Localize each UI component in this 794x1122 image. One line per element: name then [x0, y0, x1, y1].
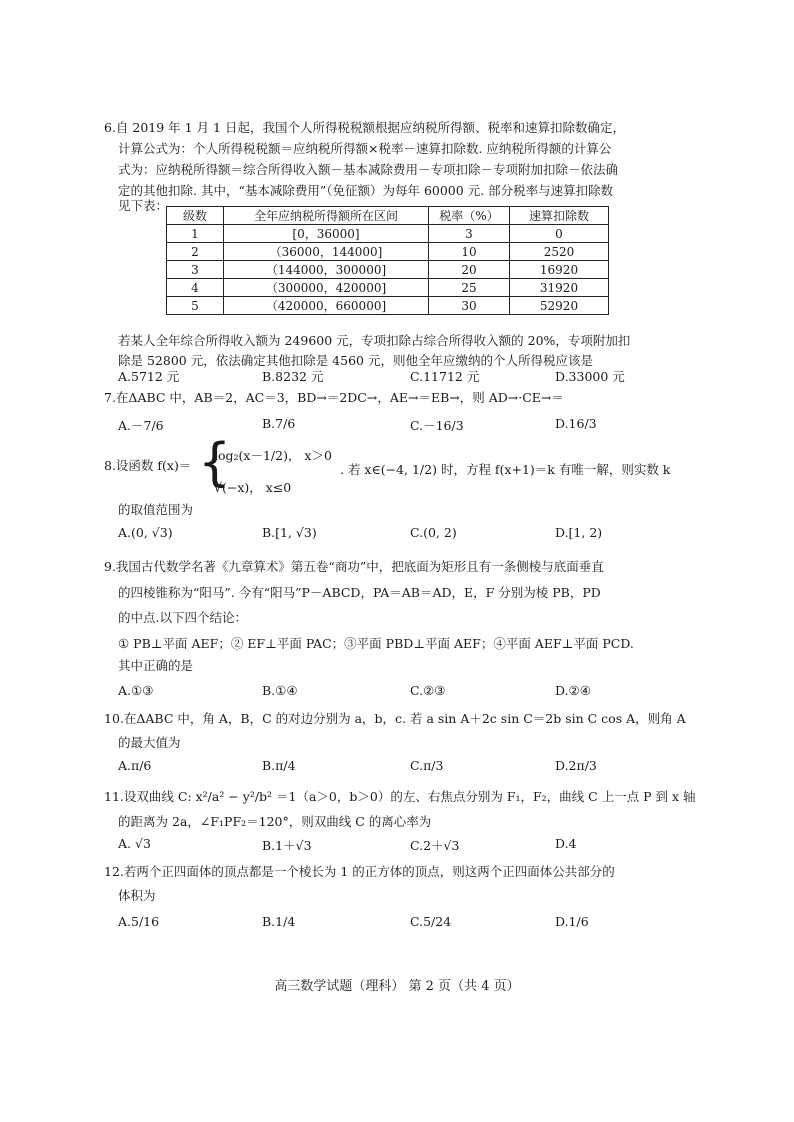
q11-line-1: 11.设双曲线 C: x²/a² − y²/b² ＝1（a＞0，b＞0）的左、右焦点分别为 F₁，F₂，曲线 C 上一点 P 到 x 轴 [104, 789, 696, 804]
q10-option-d: D.2π/3 [555, 758, 597, 773]
q8-suffix: . 若 x∈(−4, 1/2) 时，方程 f(x+1)＝k 有唯一解，则实数 k [340, 462, 671, 477]
table-cell: （300000，420000] [224, 279, 429, 297]
piecewise-brace: { [198, 433, 232, 493]
q8-prefix: 8.设函数 f(x)＝ [104, 458, 192, 473]
q8-option-b: B.[1, √3) [262, 525, 317, 540]
table-header: 级数 [167, 207, 224, 225]
q11-option-b: B.1＋√3 [262, 838, 312, 853]
q7-stem: 7.在ΔABC 中，AB＝2，AC＝3，BD→＝2DC→，AE→＝EB→，则 AD→·CE→＝ [104, 390, 564, 405]
q6-option-a: A.5712 元 [118, 369, 180, 384]
q6-line-3: 式为：应纳税所得额＝综合所得收入额－基本减除费用－专项扣除－专项附加扣除－依法确 [118, 162, 619, 177]
q12-option-a: A.5/16 [118, 914, 160, 929]
table-header-row [167, 207, 609, 225]
table-row [167, 261, 609, 279]
q6-option-d: D.33000 元 [555, 369, 625, 384]
q9-line-3: 的中点.以下四个结论： [118, 610, 247, 625]
q8-option-c: C.(0, 2) [410, 525, 457, 540]
table-cell: 31920 [510, 279, 609, 297]
q9-line-1: 9.我国古代数学名著《九章算术》第五卷“商功”中，把底面为矩形且有一条侧棱与底面垂直 [104, 559, 604, 574]
q11-option-d: D.4 [555, 836, 577, 851]
q8-case-2: √(−x)， x≤0 [214, 480, 292, 495]
q6-after-2: 除是 52800 元，依法确定其他扣除是 4560 元，则他全年应缴纳的个人所得税应该是 [118, 353, 593, 368]
page-footer: 高三数学试题（理科） 第 2 页（共 4 页） [274, 979, 520, 994]
table-row [167, 279, 609, 297]
table-header: 税率（%） [429, 207, 510, 225]
q6-line-1: 6.自 2019 年 1 月 1 日起，我国个人所得税税额根据应纳税所得额、税率和速算扣除数确定， [104, 120, 625, 135]
q10-line-1: 10.在ΔABC 中，角 A，B，C 的对边分别为 a，b，c. 若 a sin A＋2c sin C＝2b sin C cos A，则角 A [104, 711, 686, 726]
table-cell: 1 [167, 225, 224, 243]
q6-line-2: 计算公式为：个人所得税税额＝应纳税所得额×税率－速算扣除数. 应纳税所得额的计算公 [118, 141, 612, 156]
q9-line-5: 其中正确的是 [118, 658, 194, 673]
table-row [167, 225, 609, 243]
table-cell: 2520 [510, 243, 609, 261]
q6-after-1: 若某人全年综合所得收入额为 249600 元，专项扣除占综合所得收入额的 20%，专项附加扣 [118, 333, 631, 348]
q9-option-c: C.②③ [410, 683, 446, 698]
q9-option-a: A.①③ [118, 683, 154, 698]
q7-option-d: D.16/3 [555, 416, 597, 431]
table-cell: （36000，144000] [224, 243, 429, 261]
q12-line-1: 12.若两个正四面体的顶点都是一个棱长为 1 的正方体的顶点，则这两个正四面体公共部分的 [104, 864, 615, 879]
q9-option-d: D.②④ [555, 683, 591, 698]
q8-option-d: D.[1, 2) [555, 525, 603, 540]
table-cell: 2 [167, 243, 224, 261]
q6-option-b: B.8232 元 [262, 369, 324, 384]
q12-option-c: C.5/24 [410, 914, 452, 929]
table-cell: 0 [510, 225, 609, 243]
table-row [167, 297, 609, 315]
q6-option-c: C.11712 元 [410, 369, 480, 384]
q8-line-2: 的取值范围为 [118, 502, 194, 517]
q9-line-4: ① PB⊥平面 AEF；② EF⊥平面 PAC；③平面 PBD⊥平面 AEF；④平面 AEF⊥平面 PCD. [118, 636, 634, 651]
table-cell: 10 [429, 243, 510, 261]
q6-line-5: 见下表： [118, 198, 169, 213]
q8-case-1: log₂(x－1/2)， x＞0 [214, 448, 332, 463]
table-cell: 16920 [510, 261, 609, 279]
q8-option-a: A.(0, √3) [118, 525, 173, 540]
table-header: 全年应纳税所得额所在区间 [224, 207, 429, 225]
q12-option-d: D.1/6 [555, 914, 589, 929]
table-cell: 25 [429, 279, 510, 297]
q9-option-b: B.①④ [262, 683, 298, 698]
q7-option-b: B.7/6 [262, 416, 296, 431]
table-cell: 52920 [510, 297, 609, 315]
table-row [167, 243, 609, 261]
table-cell: 5 [167, 297, 224, 315]
q10-option-c: C.π/3 [410, 758, 444, 773]
table-cell: 3 [429, 225, 510, 243]
q9-line-2: 的四棱锥称为“阳马”. 今有“阳马”P－ABCD，PA＝AB＝AD，E，F 分别为棱 PB，PD [118, 585, 601, 600]
q6-line-4: 定的其他扣除. 其中，“基本减除费用”（免征额）为每年 60000 元. 部分税率与速算扣除数 [118, 183, 614, 198]
tax-rate-table [166, 206, 609, 315]
table-cell: 4 [167, 279, 224, 297]
table-cell: 3 [167, 261, 224, 279]
q7-option-c: C.－16/3 [410, 418, 464, 433]
q7-option-a: A.－7/6 [118, 418, 164, 433]
table-cell: （144000，300000] [224, 261, 429, 279]
q11-option-c: C.2＋√3 [410, 838, 460, 853]
q12-option-b: B.1/4 [262, 914, 296, 929]
q12-line-2: 体积为 [118, 888, 156, 903]
q11-option-a: A. √3 [118, 836, 151, 851]
q10-option-b: B.π/4 [262, 758, 296, 773]
table-cell: （420000，660000] [224, 297, 429, 315]
table-cell: [0，36000] [224, 225, 429, 243]
q10-option-a: A.π/6 [118, 758, 152, 773]
q11-line-2: 的距离为 2a，∠F₁PF₂＝120°，则双曲线 C 的离心率为 [118, 814, 432, 829]
q10-line-2: 的最大值为 [118, 735, 181, 750]
table-header: 速算扣除数 [510, 207, 609, 225]
table-cell: 20 [429, 261, 510, 279]
table-cell: 30 [429, 297, 510, 315]
